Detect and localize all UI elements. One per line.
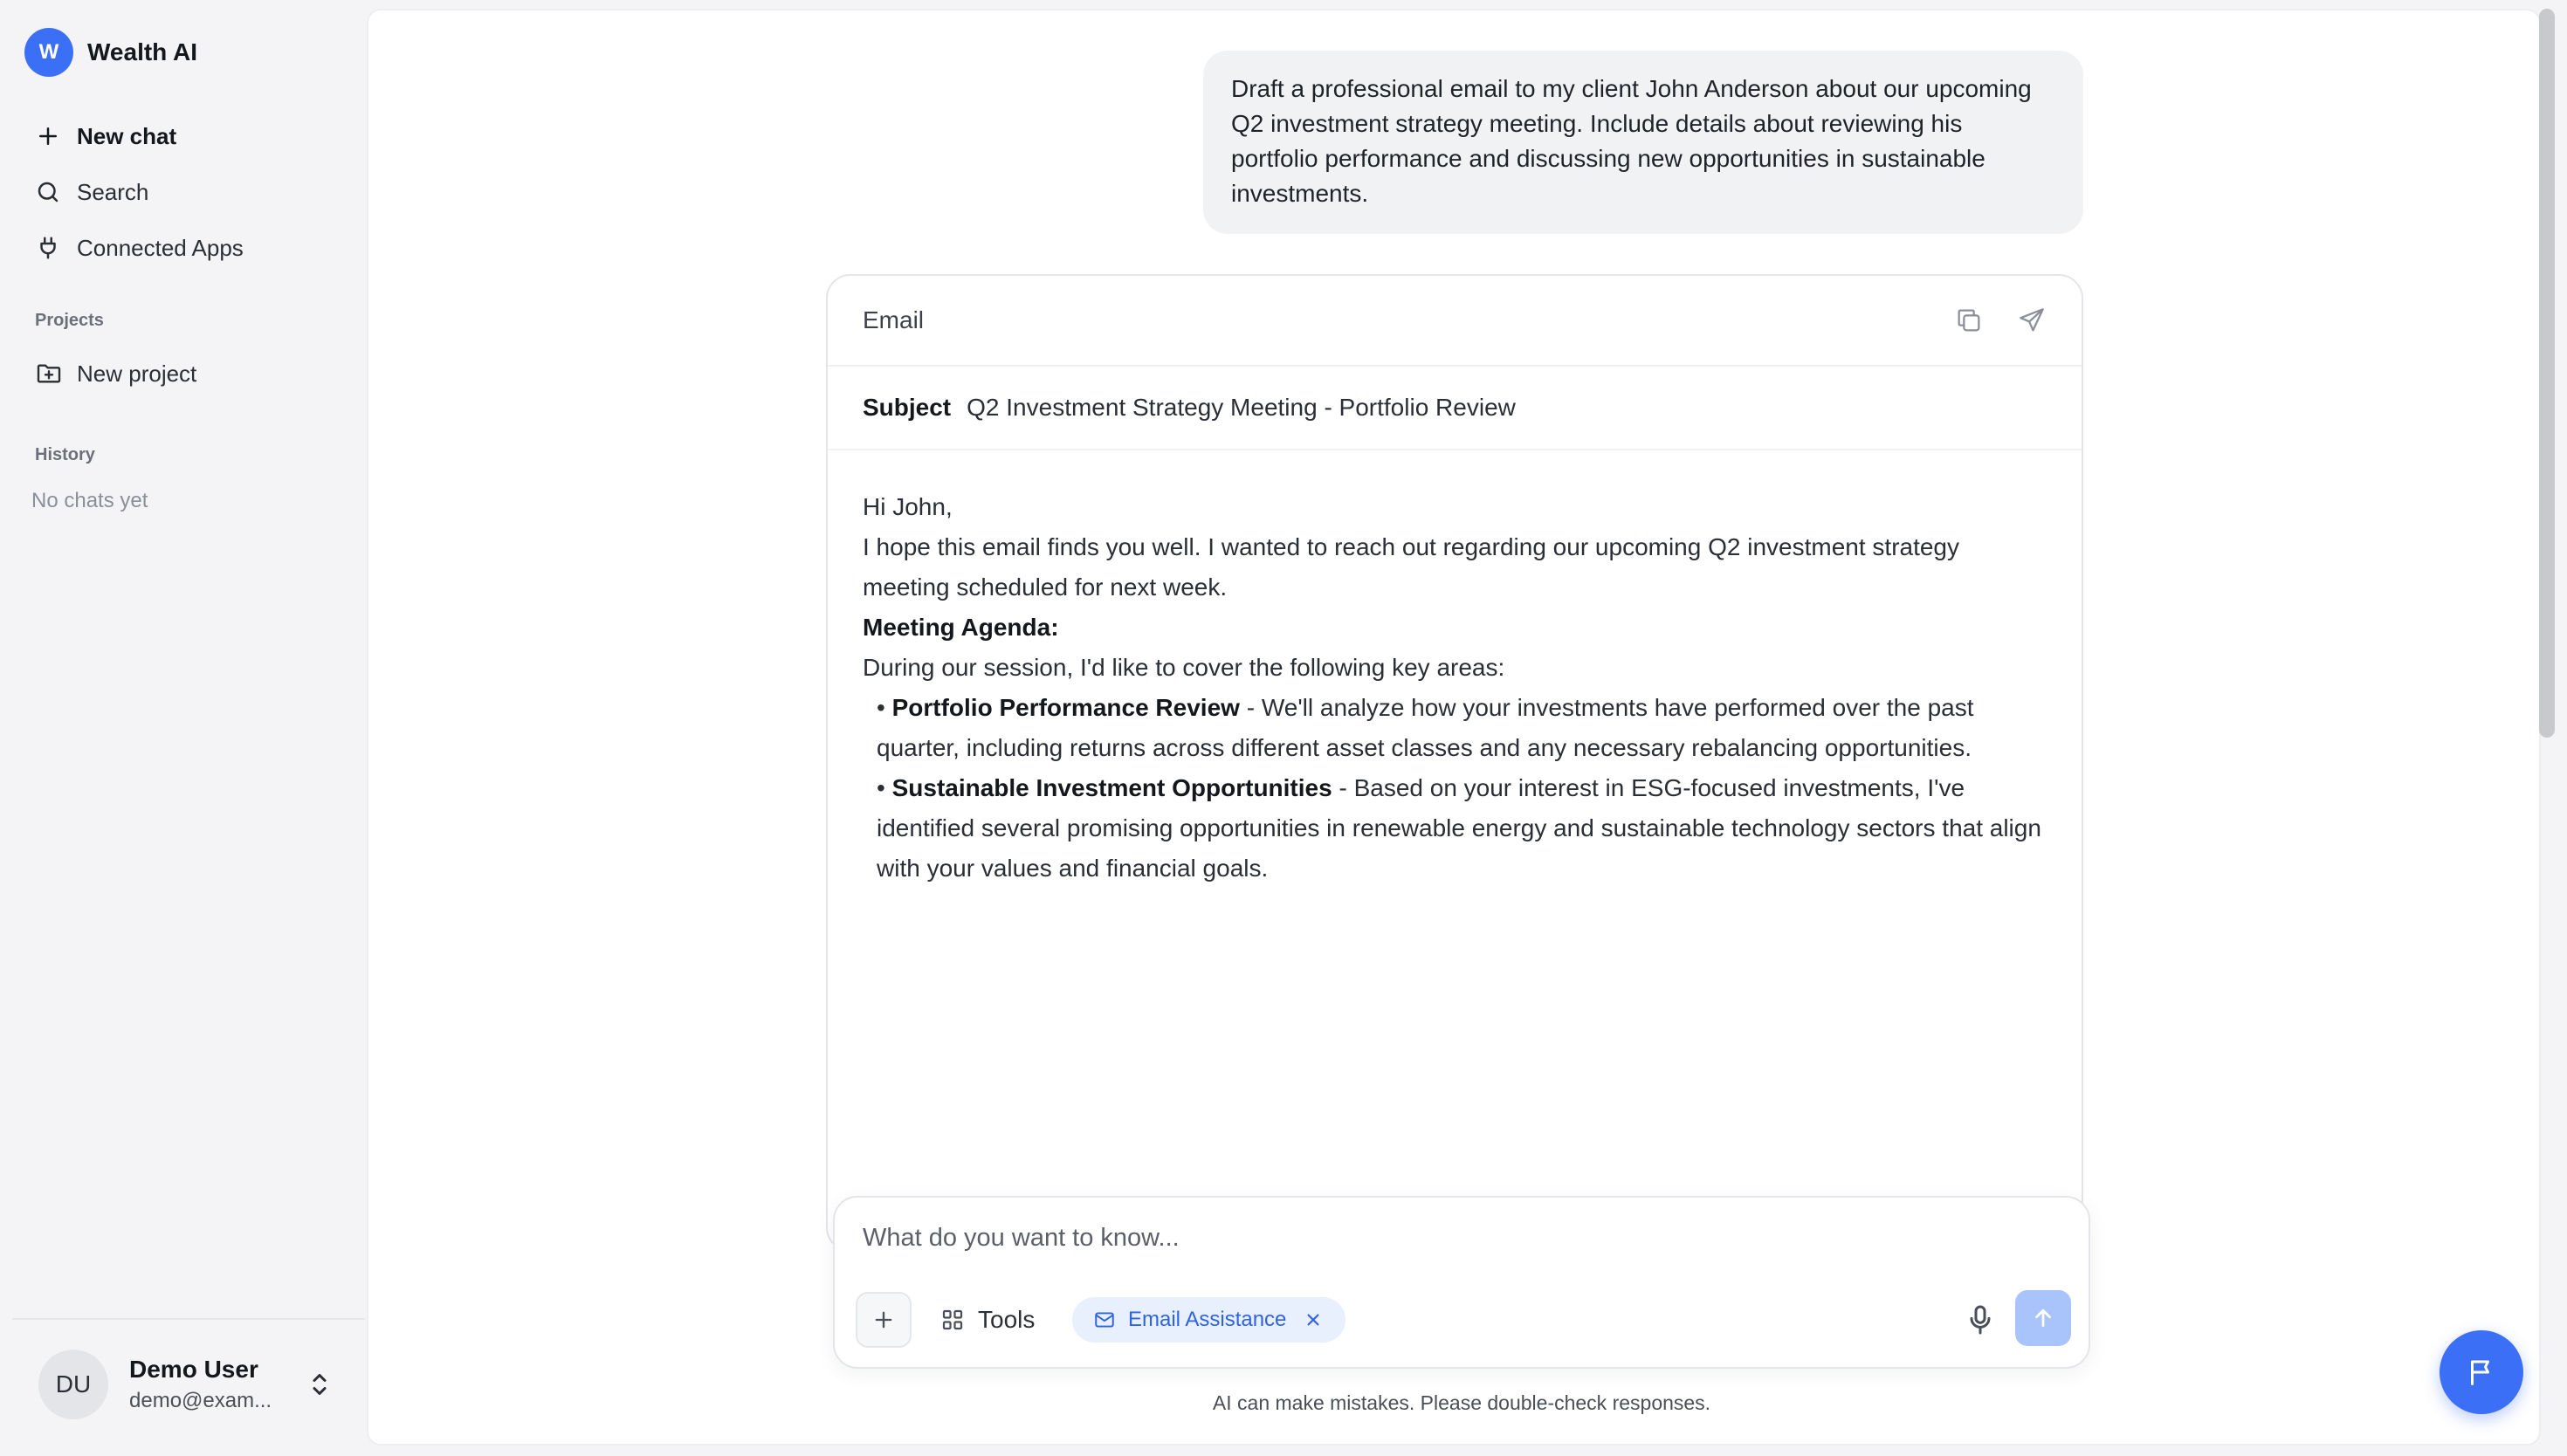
new-project-label: New project [77, 360, 197, 387]
chevron-up-down-icon[interactable] [304, 1369, 335, 1400]
grid-icon [939, 1307, 966, 1333]
new-chat-button[interactable] [35, 108, 244, 164]
email-assistance-chip[interactable] [1072, 1297, 1345, 1343]
connected-apps-button[interactable] [35, 220, 244, 276]
new-chat-label: New chat [77, 122, 177, 149]
plus-icon [871, 1308, 896, 1332]
email-card-title: Email [863, 306, 925, 333]
search-icon [35, 179, 61, 205]
bullet-title: Portfolio Performance Review [891, 694, 1240, 721]
folder-plus-icon [35, 360, 63, 388]
flag-icon [2466, 1356, 2497, 1388]
feedback-button[interactable] [2440, 1330, 2523, 1414]
email-subject-row [828, 367, 2082, 450]
send-button[interactable] [2015, 1290, 2071, 1346]
close-icon[interactable] [1302, 1308, 1325, 1331]
email-body [828, 450, 2082, 889]
microphone-icon[interactable] [1963, 1302, 1998, 1337]
history-heading: History [35, 445, 95, 464]
search-label: Search [77, 178, 149, 205]
brand[interactable] [24, 28, 197, 77]
email-card [826, 274, 2083, 1252]
bullet-title: Sustainable Investment Opportunities [891, 774, 1332, 801]
tools-label: Tools [978, 1306, 1036, 1333]
user-email: demo@exam... [129, 1389, 272, 1412]
avatar: DU [38, 1350, 108, 1419]
plus-icon [35, 123, 61, 149]
email-card-header [828, 276, 2082, 367]
scrollbar[interactable] [2539, 9, 2555, 738]
list-item: • Sustainable Investment Opportunities - Based on your interest in ESG-focused investments, I've identified several promising opportunities in renewable energy and sustainable technology sectors that align with your values and financial goals. [877, 774, 2041, 882]
arrow-up-icon [2030, 1305, 2056, 1331]
connected-apps-label: Connected Apps [77, 234, 244, 261]
agenda-title: Meeting Agenda: [863, 614, 1059, 641]
mail-icon [1093, 1308, 1116, 1331]
send-email-icon[interactable] [2017, 306, 2047, 335]
plug-icon [35, 235, 61, 261]
bullet-text: - We'll analyze how your investments have performed over the past quarter, including returns across different asset classes and any necessary rebalancing opportunities. [877, 694, 1974, 761]
user-name: Demo User [129, 1356, 258, 1383]
user-menu[interactable] [38, 1350, 335, 1419]
agenda-intro: During our session, I'd like to cover the following key areas: [863, 654, 1505, 681]
user-message-bubble: Draft a professional email to my client John Anderson about our upcoming Q2 investment strategy meeting. Include details about reviewing his portfolio performance and discussing new opportunities in sustainable investments. [1203, 51, 2083, 234]
chip-label: Email Assistance [1128, 1308, 1287, 1331]
email-greeting: Hi John, [863, 493, 953, 520]
sidebar-nav [35, 108, 244, 276]
brand-name: Wealth AI [87, 38, 198, 65]
email-intro: I hope this email finds you well. I wanted to reach out regarding our upcoming Q2 investment strategy meeting scheduled for next week. [863, 533, 1960, 601]
list-item: • Portfolio Performance Review - We'll analyze how your investments have performed over the past quarter, including returns across different asset classes and any necessary rebalancing opportunities. [877, 694, 1974, 761]
new-project-button[interactable] [35, 354, 196, 393]
composer [833, 1196, 2090, 1369]
no-chats-text: No chats yet [31, 489, 148, 512]
sidebar-divider [12, 1318, 365, 1320]
tools-button[interactable] [939, 1295, 1035, 1344]
copy-icon[interactable] [1954, 306, 1984, 335]
projects-heading: Projects [35, 311, 104, 330]
sidebar [0, 0, 365, 1456]
search-button[interactable] [35, 164, 244, 220]
bullet-text: - Based on your interest in ESG-focused investments, I've identified several promising opportunities in renewable energy and sustainable technology sectors that align with your values and financial goals. [877, 774, 2041, 882]
disclaimer: AI can make mistakes. Please double-check responses. [1212, 1391, 1711, 1414]
brand-logo: W [24, 28, 73, 77]
subject-value: Q2 Investment Strategy Meeting - Portfolio Review [967, 394, 1516, 421]
attach-button[interactable] [856, 1292, 912, 1348]
subject-label: Subject [863, 394, 952, 421]
chat-input[interactable] [863, 1224, 2050, 1253]
